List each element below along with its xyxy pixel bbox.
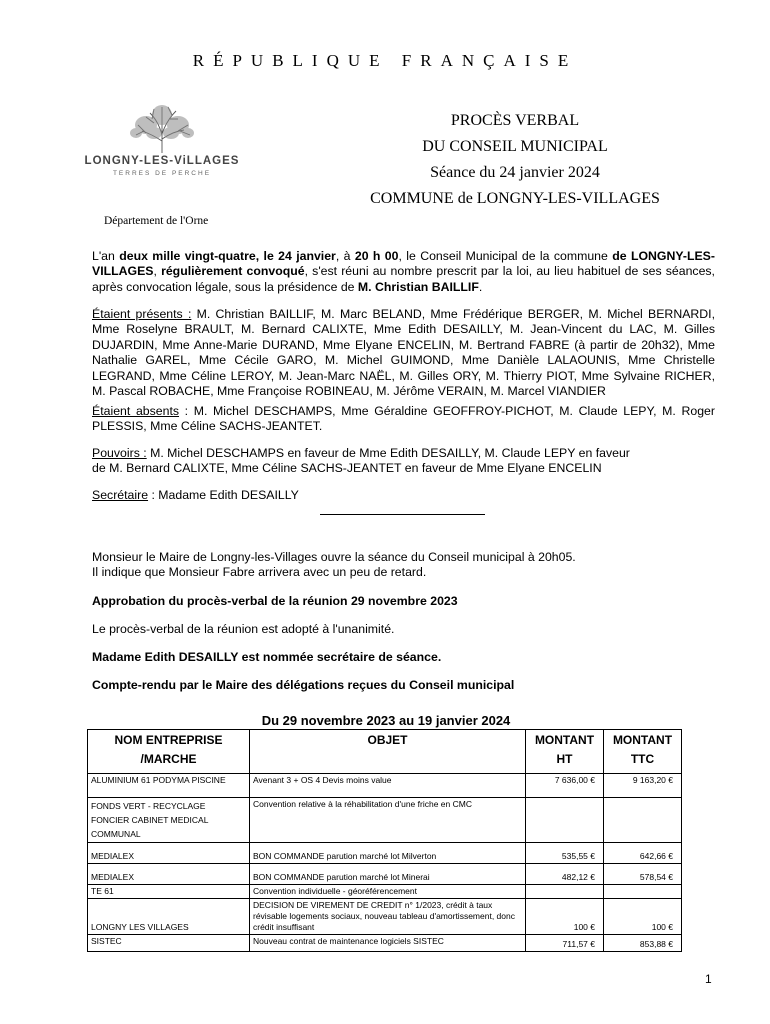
ouverture-paragraph: Monsieur le Maire de Longny-les-Villages ouvre la séance du Conseil municipal à 20h05. Il indique que Monsieur Fabre arrivera avec un peu de retard. bbox=[92, 550, 576, 580]
table-title: Du 29 novembre 2023 au 19 janvier 2024 bbox=[261, 713, 511, 728]
cell-entreprise: MEDIALEX bbox=[88, 843, 250, 864]
cell-ht: 711,57 € bbox=[526, 935, 604, 952]
cell-objet: Convention individuelle - géoréférencement bbox=[250, 885, 526, 899]
cell-entreprise: LONGNY LES VILLAGES bbox=[88, 899, 250, 935]
cell-ht: 482,12 € bbox=[526, 864, 604, 885]
tree-leaf-icon bbox=[116, 103, 208, 155]
table-row bbox=[88, 798, 682, 843]
intro-paragraph: L'an deux mille vingt-quatre, le 24 janvier, à 20 h 00, le Conseil Municipal de la commune de LONGNY-LES-VILLAGES, régulièrement convoqué, s'est réuni au nombre prescrit par la loi, au lieu habituel de ses séances, après convocation légale, sous la présidence de M. Christian BAILLIF. bbox=[92, 249, 715, 294]
title-line: COMMUNE de LONGNY-LES-VILLAGES bbox=[370, 190, 660, 207]
logo-subtitle: TERRES DE PERCHE bbox=[112, 170, 212, 177]
absents-paragraph: Étaient absents : M. Michel DESCHAMPS, Mme Géraldine GEOFFROY-PICHOT, M. Claude LEPY, M. Roger PLESSIS, Mme Céline SACHS-JEANTET. bbox=[92, 404, 715, 434]
cell-ht bbox=[526, 885, 604, 899]
header-montant-ht: MONTANT HT bbox=[526, 730, 604, 774]
cell-ttc bbox=[604, 885, 682, 899]
absents-label: Étaient absents bbox=[92, 404, 180, 418]
header-objet: OBJET bbox=[250, 730, 526, 774]
secretaire-nommee: Madame Edith DESAILLY est nommée secrétaire de séance. bbox=[92, 650, 442, 664]
document-titles bbox=[330, 108, 700, 212]
logo-name: LONGNY-LES-ViLLAGES bbox=[84, 155, 240, 167]
presents-paragraph: Étaient présents : M. Christian BAILLIF, M. Marc BELAND, Mme Frédérique BERGER, M. Michel BERNARDI, Mme Roselyne BRAULT, M. Bernard CALIXTE, Mme Edith DESAILLY, M. Jean-Vincent du LAC, M. Gilles DUJARDIN, Mme Anne-Marie DURAND, Mme Elyane ENCELIN, M. Bertrand FABRE (à partir de 20h32), Mme Nathalie GAREL, Mme Cécile GARO, M. Michel GUIMOND, Mme Danièle LALAOUNIS, Mme Christelle LEGRAND, Mme Céline LEROY, M. Jean-Marc NAËL, M. Gilles ORY, M. Thierry PIOT, Mme Sylvaine RICHER, M. Pascal ROBACHE, Mme Françoise ROBINEAU, M. Jérôme VERAIN, M. Marcel VIANDIER bbox=[92, 307, 715, 399]
title-line: DU CONSEIL MUNICIPAL bbox=[422, 138, 608, 155]
approbation-text: Le procès-verbal de la réunion est adopté à l'unanimité. bbox=[92, 622, 395, 636]
header-montant-ttc: MONTANT TTC bbox=[604, 730, 682, 774]
cell-entreprise: MEDIALEX bbox=[88, 864, 250, 885]
compte-rendu-title: Compte-rendu par le Maire des délégations reçues du Conseil municipal bbox=[92, 678, 515, 692]
cell-ttc: 9 163,20 € bbox=[604, 774, 682, 798]
cell-objet: Convention relative à la réhabilitation d'une friche en CMC bbox=[250, 798, 526, 843]
cell-ht: 535,55 € bbox=[526, 843, 604, 864]
title-line: PROCÈS VERBAL bbox=[450, 112, 580, 129]
departement-label: Département de l'Orne bbox=[104, 215, 209, 227]
cell-ttc bbox=[604, 798, 682, 843]
page-number: 1 bbox=[705, 972, 712, 986]
cell-objet: DECISION DE VIREMENT DE CREDIT n° 1/2023, crédit à taux révisable logements sociaux, nouveau tableau d'amortissement, donc crédit insuffisant bbox=[250, 899, 526, 935]
cell-ht: 100 € bbox=[526, 899, 604, 935]
cell-entreprise: SISTEC bbox=[88, 935, 250, 952]
presents-label: Étaient présents : bbox=[92, 307, 192, 321]
cell-entreprise: TE 61 bbox=[88, 885, 250, 899]
cell-ttc: 578,54 € bbox=[604, 864, 682, 885]
approbation-title: Approbation du procès-verbal de la réunion 29 novembre 2023 bbox=[92, 594, 458, 608]
commune-logo bbox=[80, 103, 244, 183]
cell-ht: 7 636,00 € bbox=[526, 774, 604, 798]
table-row bbox=[88, 843, 682, 864]
pouvoirs-paragraph: Pouvoirs : M. Michel DESCHAMPS en faveur de Mme Edith DESAILLY, M. Claude LEPY en faveur de M. Bernard CALIXTE, Mme Céline SACHS-JEANTET en faveur de Mme Elyane ENCELIN bbox=[92, 446, 630, 476]
table-row bbox=[88, 885, 682, 899]
delegations-table bbox=[87, 729, 682, 952]
cell-ttc: 642,66 € bbox=[604, 843, 682, 864]
cell-ht bbox=[526, 798, 604, 843]
cell-objet: Nouveau contrat de maintenance logiciels SISTEC bbox=[250, 935, 526, 952]
header-entreprise: NOM ENTREPRISE /MARCHE bbox=[88, 730, 250, 774]
separator-line bbox=[320, 514, 485, 515]
table-row bbox=[88, 935, 682, 952]
table-header-row bbox=[88, 730, 682, 774]
secretaire-label: Secrétaire bbox=[92, 488, 149, 502]
republique-heading: RÉPUBLIQUE FRANÇAISE bbox=[192, 51, 578, 70]
cell-ttc: 100 € bbox=[604, 899, 682, 935]
cell-entreprise: FONDS VERT - RECYCLAGE FONCIER CABINET MEDICAL COMMUNAL bbox=[88, 798, 250, 843]
title-line: Séance du 24 janvier 2024 bbox=[430, 164, 600, 181]
pouvoirs-label: Pouvoirs : bbox=[92, 446, 147, 460]
table-row bbox=[88, 774, 682, 798]
cell-entreprise: ALUMINIUM 61 PODYMA PISCINE bbox=[88, 774, 250, 798]
cell-objet: BON COMMANDE parution marché lot Milverton bbox=[250, 843, 526, 864]
cell-ttc: 853,88 € bbox=[604, 935, 682, 952]
table-row bbox=[88, 864, 682, 885]
cell-objet: Avenant 3 + OS 4 Devis moins value bbox=[250, 774, 526, 798]
table-row bbox=[88, 899, 682, 935]
cell-objet: BON COMMANDE parution marché lot Minerai bbox=[250, 864, 526, 885]
secretaire-paragraph: Secrétaire : Madame Edith DESAILLY bbox=[92, 488, 299, 502]
